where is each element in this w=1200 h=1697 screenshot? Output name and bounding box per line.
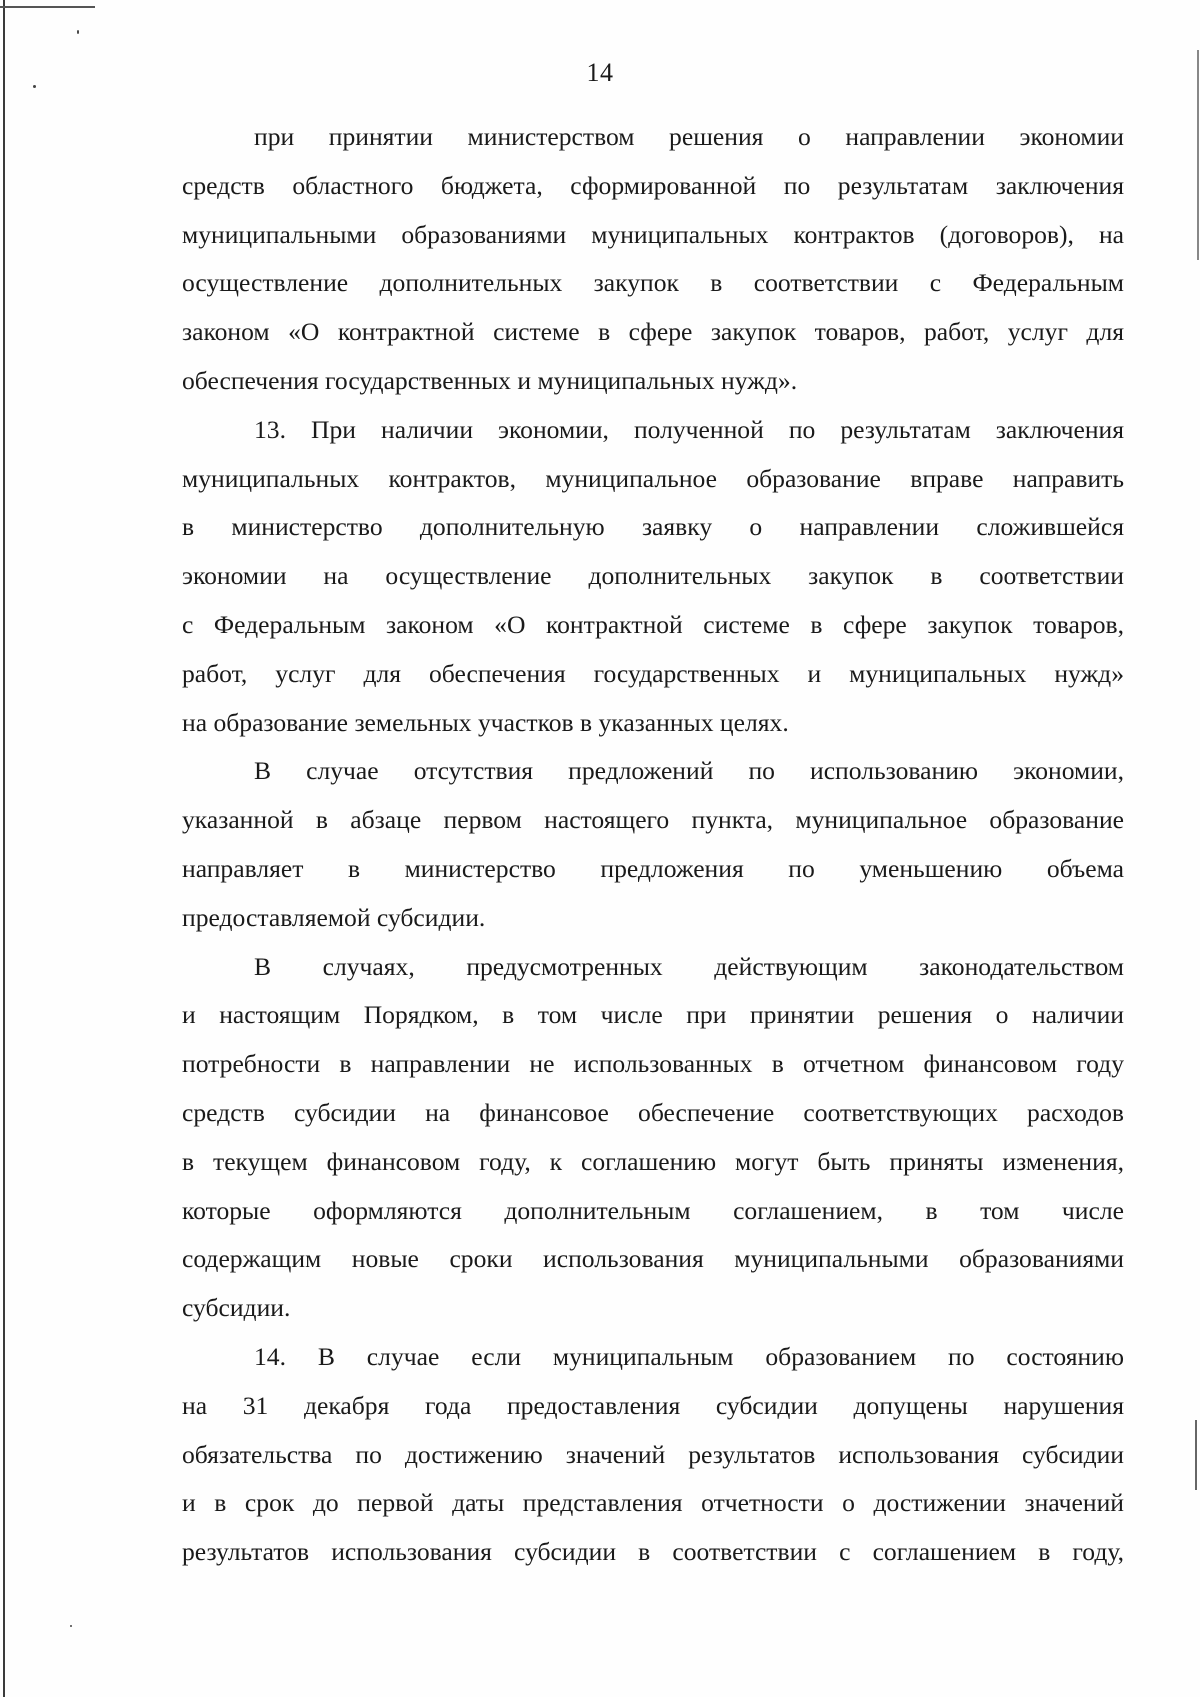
- scan-edge-right-lower: [1195, 1420, 1197, 1490]
- text-line: на 31 декабря года предоставления субсидии допущены нарушения: [182, 1390, 1124, 1420]
- body-text: [182, 113, 1124, 1577]
- text-line: 14. В случае если муниципальным образованием по состоянию: [254, 1341, 1124, 1371]
- text-line: в текущем финансовом году, к соглашению могут быть приняты изменения,: [182, 1146, 1124, 1176]
- text-line: обязательства по достижению значений результатов использования субсидии: [182, 1439, 1124, 1469]
- text-line: осуществление дополнительных закупок в соответствии с Федеральным: [182, 268, 1124, 298]
- text-line: предоставляемой субсидии.: [182, 902, 486, 932]
- text-line: работ, услуг для обеспечения государственных и муниципальных нужд»: [182, 658, 1124, 688]
- text-line: В случаях, предусмотренных действующим законодательством: [254, 951, 1124, 981]
- text-line: и настоящим Порядком, в том числе при принятии решения о наличии: [182, 1000, 1124, 1030]
- text-line: 13. При наличии экономии, полученной по результатам заключения: [254, 414, 1124, 444]
- text-line: В случае отсутствия предложений по использованию экономии,: [254, 756, 1124, 786]
- text-line: экономии на осуществление дополнительных закупок в соответствии: [182, 561, 1124, 591]
- text-line: субсидии.: [182, 1293, 291, 1323]
- scan-speck: [70, 1625, 72, 1627]
- text-line: и в срок до первой даты представления отчетности о достижении значений: [182, 1488, 1124, 1518]
- text-line: потребности в направлении не использованных в отчетном финансовом году: [182, 1049, 1124, 1079]
- text-line: при принятии министерством решения о направлении экономии: [254, 122, 1124, 151]
- text-line: результатов использования субсидии в соответствии с соглашением в году,: [182, 1537, 1124, 1567]
- text-line: средств областного бюджета, сформированной по результатам заключения: [182, 170, 1124, 200]
- text-line: средств субсидии на финансовое обеспечение соответствующих расходов: [182, 1097, 1124, 1127]
- page-number: 14: [586, 58, 614, 87]
- scan-edge-left: [3, 0, 5, 1697]
- scan-speck: [77, 30, 79, 34]
- text-line: законом «О контрактной системе в сфере закупок товаров, работ, услуг для: [182, 317, 1124, 347]
- text-line: в министерство дополнительную заявку о направлении сложившейся: [182, 512, 1124, 542]
- text-line: которые оформляются дополнительным соглашением, в том числе: [182, 1195, 1124, 1225]
- text-line: муниципальных контрактов, муниципальное образование вправе направить: [182, 463, 1124, 493]
- text-line: на образование земельных участков в указанных целях.: [182, 707, 789, 737]
- text-line: направляет в министерство предложения по уменьшению объема: [182, 853, 1124, 883]
- text-line: муниципальными образованиями муниципальных контрактов (договоров), на: [182, 219, 1124, 249]
- text-line: указанной в абзаце первом настоящего пункта, муниципальное образование: [182, 805, 1124, 835]
- text-line: содержащим новые сроки использования муниципальными образованиями: [182, 1244, 1124, 1274]
- scan-edge-top: [0, 6, 95, 8]
- text-line: обеспечения государственных и муниципальных нужд».: [182, 365, 798, 395]
- text-line: с Федеральным законом «О контрактной системе в сфере закупок товаров,: [182, 609, 1124, 639]
